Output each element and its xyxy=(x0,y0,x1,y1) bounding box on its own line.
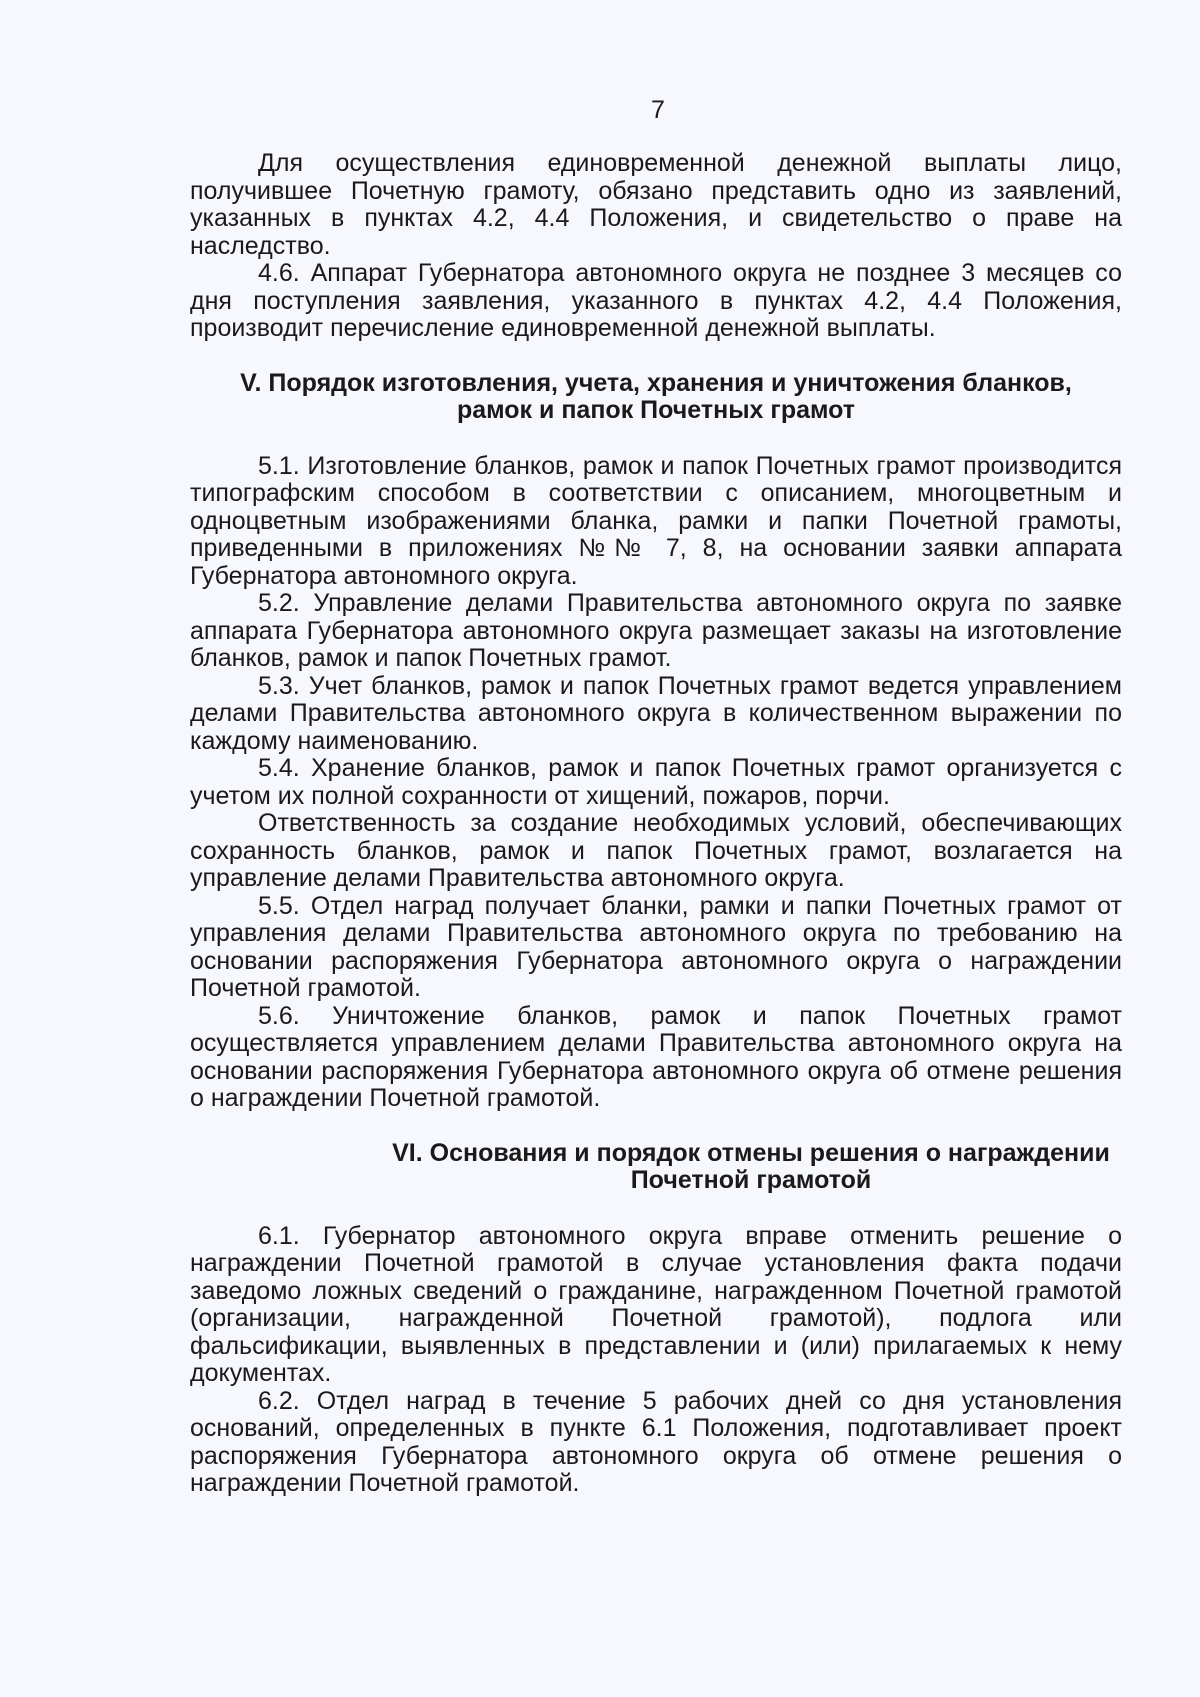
paragraph: Ответственность за создание необходимых условий, обеспечивающих сохранность бланков, рамок и папок Почетных грамот, возлагается на управление делами Правительства автономного округа. xyxy=(190,809,1122,892)
paragraph: 6.2. Отдел наград в течение 5 рабочих дней со дня установления оснований, определенных в пункте 6.1 Положения, подготавливает проект распоряжения Губернатора автономного округа об отмене решения о награждении Почетной грамотой. xyxy=(190,1386,1122,1497)
section-heading-line: VI. Основания и порядок отмены решения о награждении xyxy=(392,1138,1110,1167)
paragraph: 6.1. Губернатор автономного округа вправе отменить решение о награждении Почетной грамотой в случае установления факта подачи заведомо ложных сведений о гражданине, награжденном Почетной грамотой (организации, награжденной Почетной грамотой), подлога или фальсификации, выявленных в представлении и (или) прилагаемых к нему документах. xyxy=(190,1221,1122,1387)
document-body xyxy=(190,150,1122,1498)
paragraph: 5.1. Изготовление бланков, рамок и папок Почетных грамот производится типографским способом в соответствии с описанием, многоцветным и одноцветным изображениями бланка, рамки и папки Почетной грамоты, приведенными в приложениях №№ 7, 8, на основании заявки аппарата Губернатора автономного округа. xyxy=(190,451,1122,590)
section-heading-line: V. Порядок изготовления, учета, хранения и уничтожения бланков, xyxy=(240,368,1072,397)
paragraph: 5.5. Отдел наград получает бланки, рамки и папки Почетных грамот от управления делами Правительства автономного округа по требованию на основании распоряжения Губернатора автономного округа о награждении Почетной грамотой. xyxy=(190,891,1122,1002)
paragraph: Для осуществления единовременной денежной выплаты лицо, получившее Почетную грамоту, обязано представить одно из заявлений, указанных в пунктах 4.2, 4.4 Положения, и свидетельство о праве на наследство. xyxy=(190,149,1122,260)
paragraph: 5.2. Управление делами Правительства автономного округа по заявке аппарата Губернатора автономного округа размещает заказы на изготовление бланков, рамок и папок Почетных грамот. xyxy=(190,589,1122,672)
page-number: 7 xyxy=(651,96,665,124)
section-heading-5 xyxy=(190,370,1122,425)
paragraph: 4.6. Аппарат Губернатора автономного округа не позднее 3 месяцев со дня поступления заявления, указанного в пунктах 4.2, 4.4 Положения, производит перечисление единовременной денежной выплаты. xyxy=(190,259,1122,342)
section-heading-line: рамок и папок Почетных грамот xyxy=(456,396,856,424)
section-heading-line: Почетной грамотой xyxy=(630,1166,872,1194)
section-heading-6 xyxy=(190,1140,1122,1195)
paragraph: 5.4. Хранение бланков, рамок и папок Почетных грамот организуется с учетом их полной сохранности от хищений, пожаров, порчи. xyxy=(190,754,1122,810)
paragraph: 5.3. Учет бланков, рамок и папок Почетных грамот ведется управлением делами Правительства автономного округа в количественном выражении по каждому наименованию. xyxy=(190,671,1122,755)
paragraph: 5.6. Уничтожение бланков, рамок и папок Почетных грамот осуществляется управлением делами Правительства автономного округа на основании распоряжения Губернатора автономного округа об отмене решения о награждении Почетной грамотой. xyxy=(190,1001,1122,1112)
